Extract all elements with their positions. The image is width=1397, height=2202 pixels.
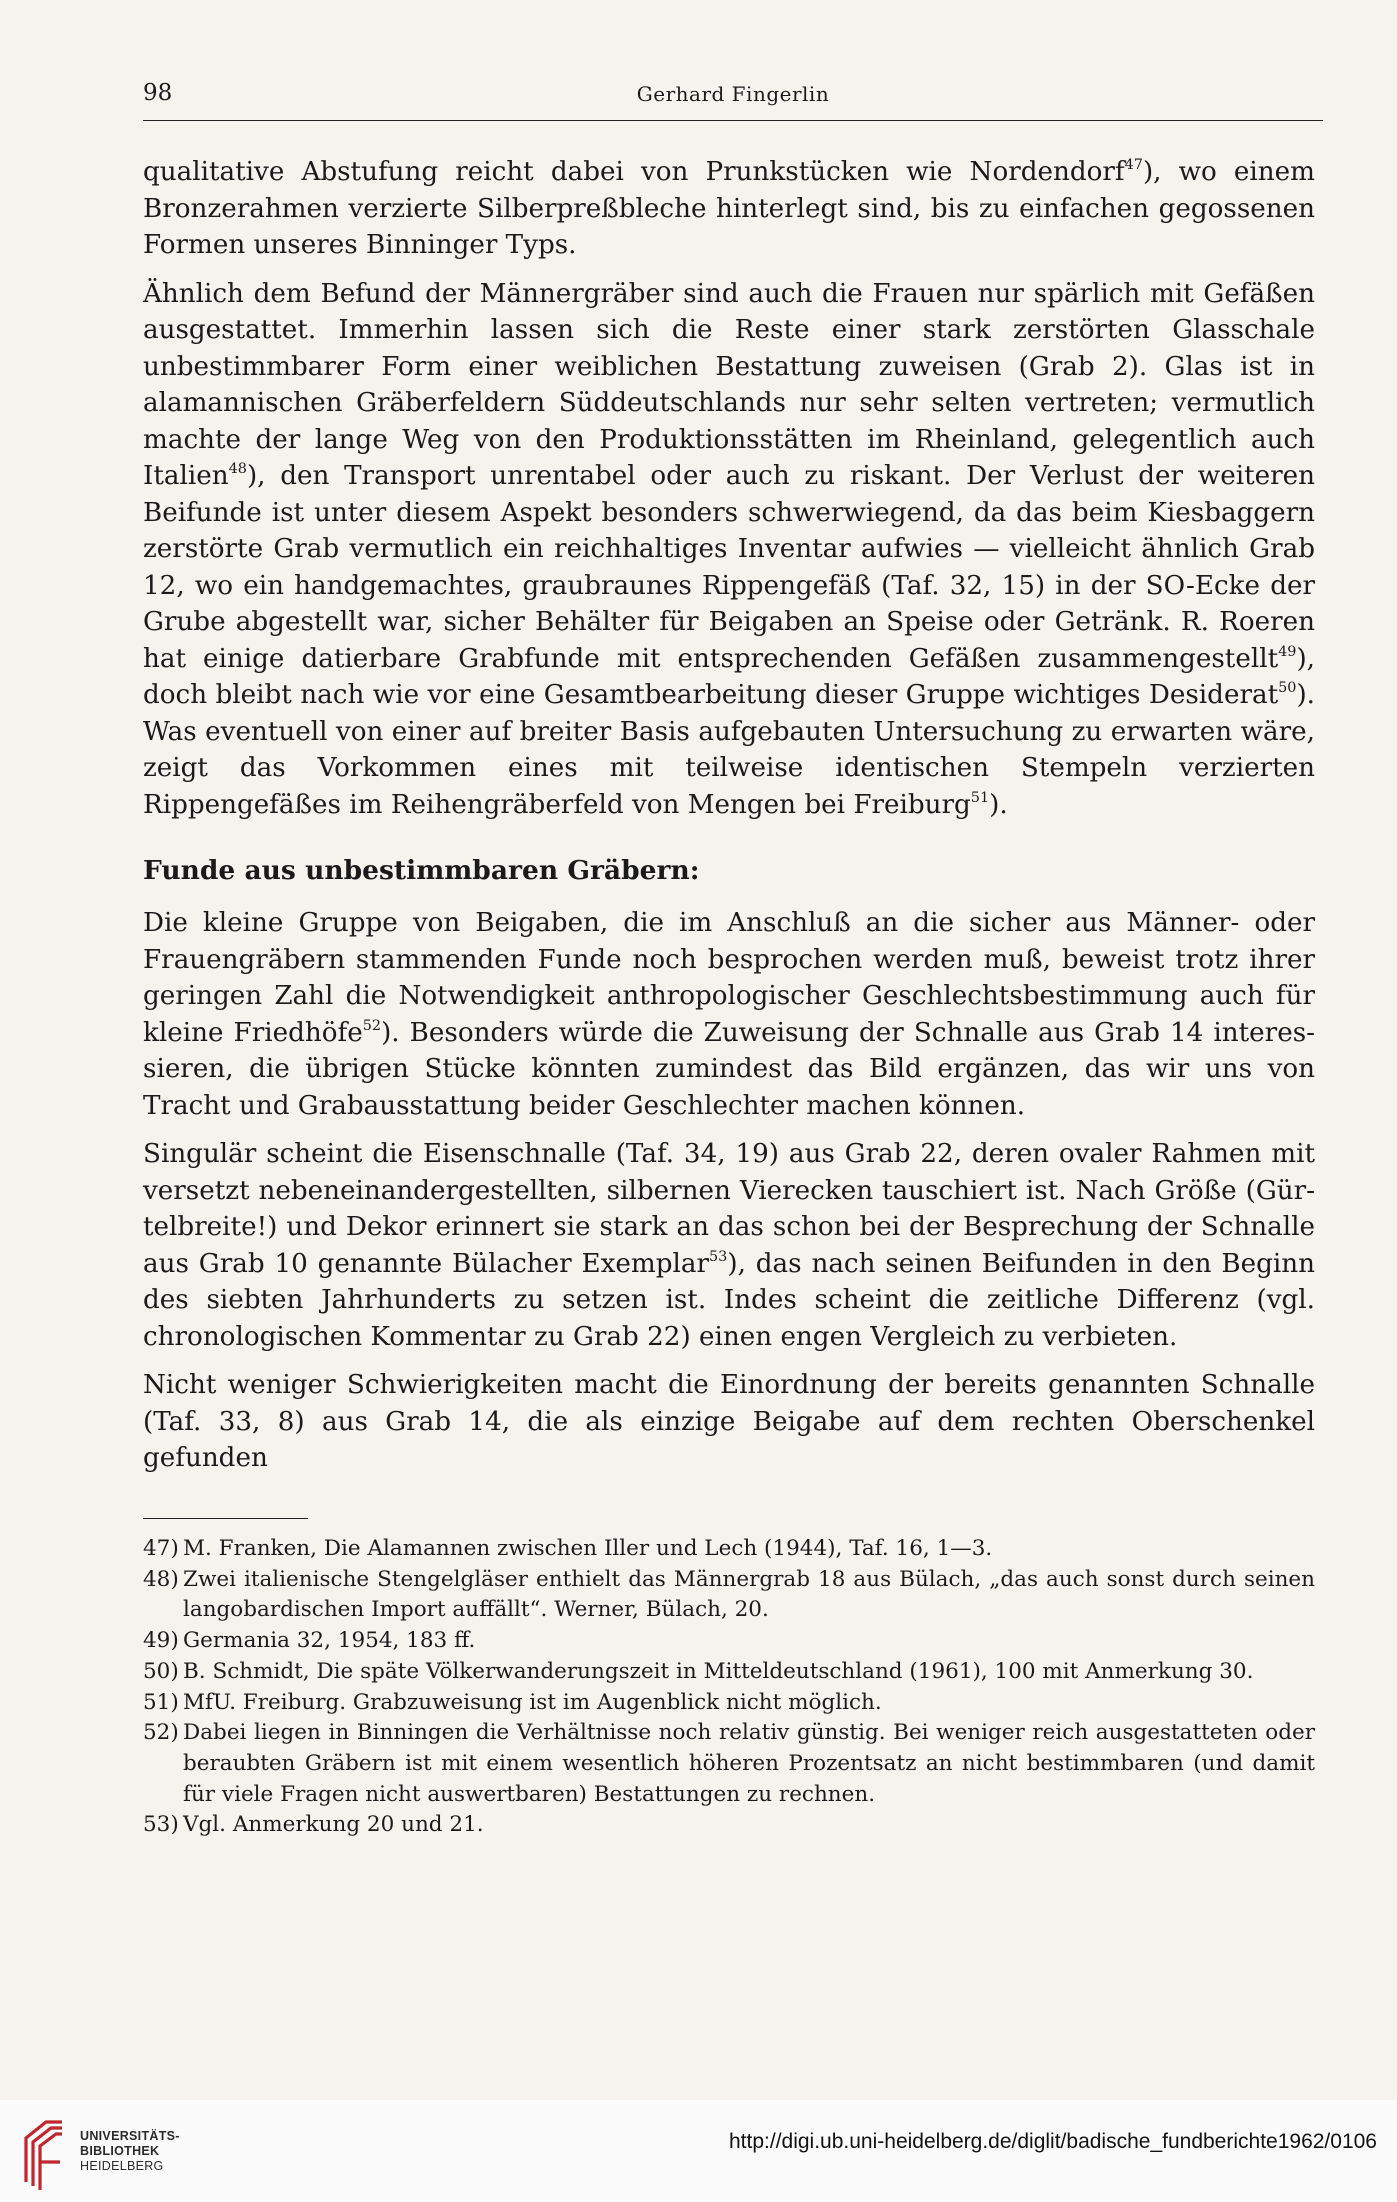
footnote-ref: 53 [709, 1248, 728, 1265]
paragraph: qualitative Abstufung reicht dabei von Prunkstücken wie Nordendorf$^{47}$), wo einem Bronzerahmen verzierte Silberpreßbleche hinterlegt sind, bis zu einfachen gegossenen Formen unseres Binninger Typs. [143, 157, 1315, 260]
footnote [143, 1810, 1315, 1841]
footnote-ref: 48 [228, 461, 247, 478]
page-header [143, 74, 1323, 121]
library-logo-text [80, 2129, 180, 2174]
paragraph: Nicht weniger Schwierigkeiten macht die Einordnung der bereits genannten Schnalle (Taf. 33, 8) aus Grab 14, die als einzige Beigabe auf dem rechten Oberschenkel gefunden [143, 1370, 1315, 1473]
footnote-text: Germania 32, 1954, 183 ff. [183, 1628, 476, 1654]
paragraph: Ähnlich dem Befund der Männergräber sind auch die Frauen nur spärlich mit Gefäßen ausgestattet. Immerhin lassen sich die Reste einer stark zerstörten Glasschale unbestimmbarer Form einer weiblichen Bestattung zuweisen (Grab 2). Glas ist in alamannischen Gräberfeldern Süddeutschlands nur sehr selten vertreten; vermutlich machte der lange Weg von den Produktionsstätten im Rheinland, gelegentlich auch Italien$^{48}$), den Transport unrentabel oder auch zu riskant. Der Verlust der weiteren Beifunde ist unter diesem Aspekt besonders schwerwiegend, da das beim Kiesbaggern zerstörte Grab vermutlich ein reichhaltiges Inventar aufwies — vielleicht ähnlich Grab 12, wo ein handgemachtes, graubraunes Rippengefäß (Taf. 32, 15) in der SO-Ecke der Grube abgestellt war, sicher Behälter für Beigaben an Speise oder Getränk. R. Roeren hat einige datierbare Grabfunde mit entsprechenden Gefäßen zusammengestellt$^{49}$), doch bleibt nach wie vor eine Gesamtbearbeitung dieser Gruppe wichtiges Desiderat$^{50}$). Was eventuell von einer auf breiter Basis aufgebauten Untersuchung zu erwarten wäre, zeigt das Vorkommen eines mit teilweise identischen Stempeln verzierten Rippengefäßes im Reihengräberfeld von Mengen bei Freiburg$^{51}$). [143, 278, 1315, 820]
footnote [143, 1688, 1315, 1719]
paragraph: Die kleine Gruppe von Beigaben, die im Anschluß an die sicher aus Männer- oder Frauengräbern stammenden Funde noch besprochen werden muß, beweist trotz ihrer geringen Zahl die Notwendigkeit anthropologischer Geschlechtsbestimmung auch für kleine Friedhöfe$^{52}$). Besonders würde die Zuweisung der Schnalle aus Grab 14 interessieren, die übrigen Stücke könnten zumindest das Bild ergänzen, das wir uns von Tracht und Grabausstattung beider Geschlechter machen können. [143, 908, 1315, 1121]
footnote-text: B. Schmidt, Die späte Völkerwanderungszeit in Mitteldeutschland (1961), 100 mit Anmerkung 30. [183, 1658, 1254, 1684]
body-text [143, 154, 1315, 1489]
footnote-text: MfU. Freiburg. Grabzuweisung ist im Augenblick nicht möglich. [183, 1689, 882, 1715]
footnote-mark: 51) [143, 1689, 179, 1715]
footnote-divider [143, 1518, 308, 1519]
footnote-mark: 53) [143, 1812, 179, 1838]
logo-line: UNIVERSITÄTS- [80, 2129, 180, 2143]
footnote-ref: 49 [1278, 643, 1297, 660]
footnote-text: Dabei liegen in Binningen die Verhältnisse noch relativ günstig. Bei weniger reich ausgestatteten oder beraubten Gräbern ist mit einem wesentlich höheren Prozentsatz an nicht bestimmbaren (und damit für viele Fragen nicht auswertbaren) Bestattungen zu rechnen. [183, 1720, 1315, 1807]
paragraph: Singulär scheint die Eisenschnalle (Taf. 34, 19) aus Grab 22, deren ovaler Rahmen mit versetzt nebeneinandergestellten, silbernen Vierecken tauschiert ist. Nach Größe (Gürtelbreite!) und Dekor erinnert sie stark an das schon bei der Besprechung der Schnalle aus Grab 10 genannte Bülacher Exemplar$^{53}$), das nach seinen Beifunden in den Beginn des siebten Jahrhunderts zu setzen ist. Indes scheint die zeitliche Differenz (vgl. chronologischen Kommentar zu Grab 22) einen engen Vergleich zu verbieten. [143, 1139, 1315, 1352]
footnote [143, 1718, 1315, 1810]
footnotes [143, 1534, 1315, 1841]
footnote-mark: 50) [143, 1658, 179, 1684]
footnote-text: Vgl. Anmerkung 20 und 21. [183, 1812, 484, 1838]
running-head: Gerhard Fingerlin [636, 82, 830, 106]
section-heading: Funde aus unbestimmbaren Gräbern: [143, 855, 700, 886]
footnote-mark: 47) [143, 1536, 179, 1561]
page-number: 98 [143, 80, 173, 106]
footnote [143, 1565, 1315, 1626]
logo-line: HEIDELBERG [80, 2159, 164, 2173]
digitization-footer [0, 2100, 1397, 2202]
footnote-mark: 52) [143, 1720, 179, 1746]
footnote [143, 1534, 1315, 1565]
library-logo-icon [16, 2112, 72, 2192]
footnote-ref: 51 [970, 789, 990, 806]
footnote-mark: 48) [143, 1566, 179, 1592]
footnote-mark: 49) [143, 1628, 179, 1654]
footnote-ref: 50 [1278, 680, 1297, 697]
footnote [143, 1657, 1315, 1688]
logo-line: BIBLIOTHEK [80, 2144, 160, 2158]
source-url-link[interactable]: http://digi.ub.uni-heidelberg.de/diglit/badische_fundberichte1962/0106 [729, 2130, 1377, 2153]
footnote-text: Zwei italienische Stengelgläser enthielt das Männergrab 18 aus Bülach, „das auch sonst durch seinen langobardischen Import auffällt“. Werner, Bülach, 20. [183, 1566, 1315, 1623]
footnote-ref: 47 [1124, 157, 1143, 174]
footnote-ref: 52 [362, 1017, 382, 1034]
footnote-text: M. Franken, Die Alamannen zwischen Iller und Lech (1944), Taf. 16, 1—3. [183, 1536, 993, 1561]
footnote [143, 1626, 1315, 1657]
